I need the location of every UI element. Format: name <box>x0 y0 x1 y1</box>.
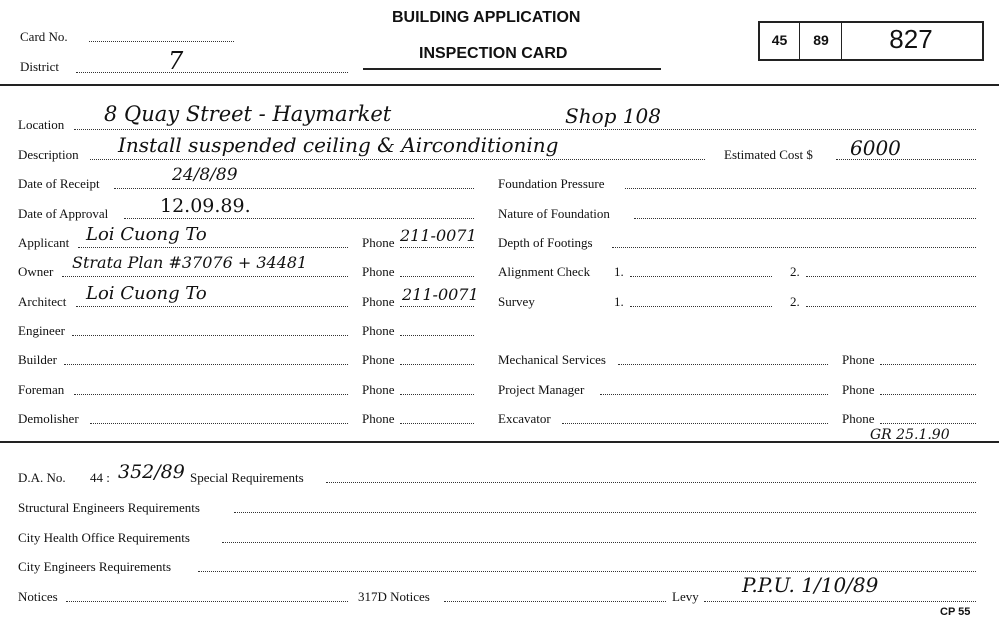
excavator-field[interactable] <box>562 423 828 424</box>
levy-field[interactable] <box>704 601 976 602</box>
foreman-label: Foreman <box>18 382 65 397</box>
city-engineers-label: City Engineers Requirements <box>18 559 172 574</box>
applicant-phone-field[interactable] <box>400 247 474 248</box>
applicant-field[interactable] <box>78 247 348 248</box>
foreman-phone-label: Phone <box>362 382 395 397</box>
owner-field[interactable] <box>62 276 348 277</box>
engineer-phone-field[interactable] <box>400 335 474 336</box>
health-requirements-label: City Health Office Requirements <box>18 530 190 545</box>
estimated-cost-value: 6000 <box>850 136 901 160</box>
date-receipt-field[interactable] <box>114 188 474 189</box>
builder-phone-field[interactable] <box>400 364 474 365</box>
foundation-pressure-label: Foundation Pressure <box>498 176 605 191</box>
mechanical-label: Mechanical Services <box>498 352 606 367</box>
architect-field[interactable] <box>76 306 348 307</box>
date-approval-field[interactable] <box>124 218 474 219</box>
notices-317d-label: 317D Notices <box>358 589 430 604</box>
levy-label: Levy <box>672 589 699 604</box>
foundation-pressure-field[interactable] <box>625 188 976 189</box>
project-manager-phone-field[interactable] <box>880 394 976 395</box>
structural-requirements-label: Structural Engineers Requirements <box>18 500 200 515</box>
engineer-phone-label: Phone <box>362 323 395 338</box>
title-line1: BUILDING APPLICATION <box>392 9 581 26</box>
health-requirements-field[interactable] <box>222 542 976 543</box>
special-requirements-label: Special Requirements <box>190 470 304 485</box>
engineer-field[interactable] <box>72 335 348 336</box>
estimated-cost-label: Estimated Cost $ <box>724 147 813 162</box>
location-field[interactable] <box>74 129 976 130</box>
mechanical-field[interactable] <box>618 364 828 365</box>
title-underline <box>363 68 661 70</box>
form-code: CP 55 <box>940 606 971 618</box>
builder-label: Builder <box>18 352 57 367</box>
da-no-value: 352/89 <box>118 461 185 483</box>
demolisher-phone-field[interactable] <box>400 423 474 424</box>
excavator-phone-label: Phone <box>842 411 875 426</box>
ref-box-number: 827 <box>889 24 933 54</box>
card-no-field[interactable] <box>89 41 234 42</box>
engineer-label: Engineer <box>18 323 65 338</box>
structural-requirements-field[interactable] <box>234 512 976 513</box>
description-label: Description <box>18 147 79 162</box>
date-approval-value: 12.09.89. <box>160 195 251 217</box>
location-value: 8 Quay Street - Haymarket <box>104 102 392 126</box>
owner-label: Owner <box>18 264 54 279</box>
demolisher-phone-label: Phone <box>362 411 395 426</box>
alignment-1-field[interactable] <box>630 276 772 277</box>
district-field[interactable] <box>76 72 348 73</box>
nature-foundation-label: Nature of Foundation <box>498 206 610 221</box>
district-label: District <box>20 59 59 74</box>
owner-phone-field[interactable] <box>400 276 474 277</box>
builder-field[interactable] <box>64 364 348 365</box>
description-field[interactable] <box>90 159 705 160</box>
depth-footings-field[interactable] <box>612 247 976 248</box>
excavator-phone-field[interactable] <box>880 423 976 424</box>
excavator-label: Excavator <box>498 411 551 426</box>
district-value: 7 <box>168 47 184 75</box>
applicant-label: Applicant <box>18 235 70 250</box>
applicant-value: Loi Cuong To <box>86 224 207 245</box>
builder-phone-label: Phone <box>362 352 395 367</box>
location-label: Location <box>18 117 65 132</box>
levy-value: P.P.U. 1/10/89 <box>742 573 879 597</box>
survey-label: Survey <box>498 294 535 309</box>
architect-label: Architect <box>18 294 67 309</box>
architect-phone-field[interactable] <box>400 306 474 307</box>
architect-phone-label: Phone <box>362 294 395 309</box>
survey-1-label: 1. <box>614 294 624 309</box>
demolisher-field[interactable] <box>90 423 348 424</box>
mechanical-phone-label: Phone <box>842 352 875 367</box>
ref-box-b: 89 <box>813 32 829 48</box>
notices-317d-field[interactable] <box>444 601 666 602</box>
city-engineers-field[interactable] <box>198 571 976 572</box>
da-no-label: D.A. No. <box>18 470 66 485</box>
alignment-2-label: 2. <box>790 264 800 279</box>
ref-box-a: 45 <box>771 32 788 48</box>
survey-2-label: 2. <box>790 294 800 309</box>
mechanical-phone-field[interactable] <box>880 364 976 365</box>
da-no-prefix: 44 : <box>90 470 110 485</box>
owner-phone-label: Phone <box>362 264 395 279</box>
reference-box-divider <box>841 23 842 59</box>
project-manager-phone-label: Phone <box>842 382 875 397</box>
date-receipt-value: 24/8/89 <box>172 165 238 185</box>
section-divider <box>0 441 999 443</box>
demolisher-label: Demolisher <box>18 411 79 426</box>
alignment-1-label: 1. <box>614 264 624 279</box>
date-receipt-label: Date of Receipt <box>18 176 100 191</box>
date-approval-label: Date of Approval <box>18 206 109 221</box>
depth-footings-label: Depth of Footings <box>498 235 593 250</box>
owner-value: Strata Plan #37076 + 34481 <box>72 253 308 272</box>
applicant-phone-label: Phone <box>362 235 395 250</box>
margin-note: GR 25.1.90 <box>870 427 950 443</box>
alignment-2-field[interactable] <box>806 276 976 277</box>
header-divider <box>0 84 999 86</box>
survey-1-field[interactable] <box>630 306 772 307</box>
reference-box-divider <box>799 23 800 59</box>
special-requirements-field[interactable] <box>326 482 976 483</box>
card-no-label: Card No. <box>20 29 68 44</box>
project-manager-field[interactable] <box>600 394 828 395</box>
notices-field[interactable] <box>66 601 348 602</box>
nature-foundation-field[interactable] <box>634 218 976 219</box>
title-line2: INSPECTION CARD <box>419 45 568 62</box>
applicant-phone-value: 211-0071 <box>400 226 477 245</box>
architect-phone-value: 211-0071 <box>402 285 479 304</box>
location-extra: Shop 108 <box>565 104 661 128</box>
foreman-phone-field[interactable] <box>400 394 474 395</box>
architect-value: Loi Cuong To <box>86 283 207 304</box>
description-value: Install suspended ceiling & Airconditioning <box>118 133 559 157</box>
project-manager-label: Project Manager <box>498 382 585 397</box>
foreman-field[interactable] <box>74 394 348 395</box>
survey-2-field[interactable] <box>806 306 976 307</box>
notices-label: Notices <box>18 589 58 604</box>
alignment-check-label: Alignment Check <box>498 264 591 279</box>
